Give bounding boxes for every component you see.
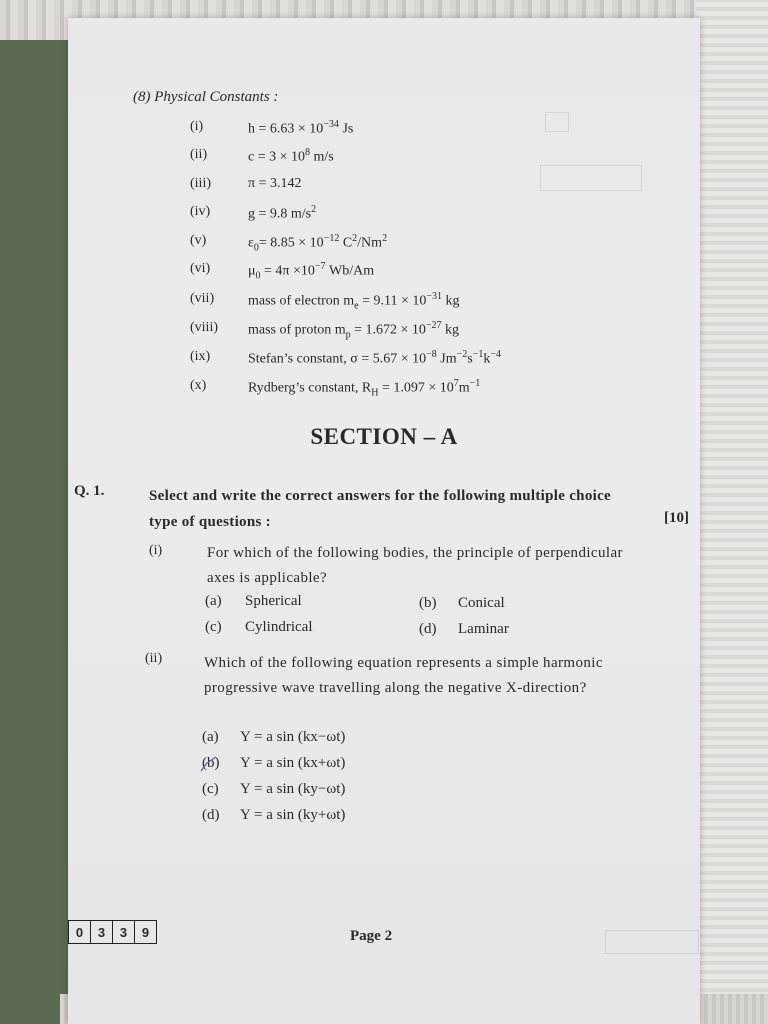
question-label: Q. 1. (74, 483, 105, 499)
option-key: (c) (202, 781, 219, 797)
constant-value-part: 0 (253, 242, 259, 254)
constant-value (248, 320, 459, 340)
constant-value-part: s (467, 351, 473, 367)
constant-value-part: Rydberg’s constant, R (248, 380, 372, 396)
physical-constants-heading: (8) Physical Constants : (133, 89, 279, 105)
constant-value-part: 7 (453, 378, 459, 389)
subquestion-number: (i) (149, 543, 163, 558)
option-text: Laminar (458, 621, 509, 637)
constant-value-part: h = 6.63 × 10 (248, 121, 324, 137)
constant-value-part: μ (248, 263, 256, 279)
constant-number: (ix) (190, 349, 211, 364)
constant-value (248, 119, 353, 138)
constant-value-part: k (483, 351, 491, 367)
option-text: Y = a sin (ky−ωt) (240, 781, 346, 797)
roll-digit: 3 (113, 921, 135, 943)
constant-value-part: = 9.11 × 10 (358, 293, 427, 309)
constant-value-part: = 1.672 × 10 (350, 322, 426, 338)
constant-value-part: π = 3.142 (248, 176, 302, 191)
option-text: Conical (458, 595, 505, 611)
constant-number: (i) (190, 119, 204, 134)
constant-value (248, 378, 480, 398)
bleed-through-mark (545, 112, 569, 132)
question-marks: [10] (664, 510, 689, 526)
constant-value-part: mass of proton m (248, 322, 346, 338)
constant-value-part: −31 (426, 291, 443, 302)
constant-number: (iv) (190, 204, 211, 219)
constant-value-part: m/s (310, 149, 334, 165)
section-title: SECTION – A (310, 424, 458, 449)
option-text: Y = a sin (kx+ωt) (240, 755, 346, 771)
option-key: (a) (205, 593, 222, 609)
option-key: (b) (202, 755, 220, 771)
subquestion-text: Which of the following equation represents a simple harmonic progressive wave travelling along the negative X-direction? (204, 655, 603, 696)
constant-number: (vi) (190, 261, 211, 276)
constant-value-part: −8 (426, 349, 437, 360)
constant-value-part: 0 (255, 270, 261, 282)
constant-value-part: C (339, 235, 353, 251)
constant-number: (viii) (190, 320, 218, 335)
constant-value-part: −27 (425, 320, 442, 331)
constant-value-part: −1 (469, 378, 481, 389)
constant-value-part: mass of electron m (248, 293, 355, 309)
constant-value-part: Stefan’s constant, σ = 5.67 × 10 (248, 351, 427, 367)
option-key: (d) (419, 621, 437, 637)
constant-value-part: 2 (311, 204, 317, 215)
option-text: Cylindrical (245, 619, 313, 635)
constant-value-part: /Nm (357, 235, 383, 251)
option-key: (c) (205, 619, 222, 635)
roll-digit: 0 (69, 921, 91, 943)
roll-number-box (68, 920, 157, 944)
constant-value-part: H (371, 387, 379, 399)
constant-value-part: p (345, 329, 351, 341)
constant-value-part: kg (441, 322, 460, 338)
constant-value (248, 147, 334, 166)
option-key: (a) (202, 729, 219, 745)
constant-value (248, 261, 374, 281)
subquestion-text: For which of the following bodies, the principle of perpendicular axes is applicable? (207, 545, 623, 586)
constant-value-part: 2 (352, 233, 358, 244)
page-number: Page 2 (350, 928, 393, 944)
option-text: Y = a sin (kx−ωt) (240, 729, 346, 745)
constant-value (248, 204, 316, 223)
constant-value-part: −7 (314, 261, 326, 272)
constant-value-part: Js (338, 121, 354, 137)
constant-value-part: −2 (456, 349, 468, 360)
constant-value (248, 176, 301, 192)
option-text: Y = a sin (ky+ωt) (240, 807, 346, 823)
bleed-through-mark (605, 930, 699, 954)
constant-value (248, 233, 387, 253)
pen-tick-mark (198, 755, 220, 777)
constant-value-part: = 8.85 × 10 (258, 235, 324, 251)
constant-value (248, 291, 460, 311)
constant-value-part: Jm (436, 351, 457, 367)
background-cloth-right (696, 0, 768, 1024)
question-text: Select and write the correct answers for the following multiple choice type of questions : (149, 488, 612, 530)
constant-number: (iii) (190, 176, 211, 191)
constant-value-part: ε (248, 235, 254, 251)
subquestion-number: (ii) (145, 651, 163, 666)
constant-value-part: 8 (305, 147, 311, 158)
constant-number: (x) (190, 378, 207, 393)
constant-value-part: −1 (472, 349, 484, 360)
constant-value-part: Wb/Am (325, 263, 375, 279)
constant-value-part: −34 (323, 119, 339, 130)
constant-number: (v) (190, 233, 207, 248)
constant-value-part: −12 (323, 233, 340, 244)
constant-number: (vii) (190, 291, 215, 306)
constant-value-part: −4 (490, 349, 501, 360)
constant-value-part: kg (442, 293, 460, 309)
constant-value-part: = 4π ×10 (260, 263, 315, 279)
option-text: Spherical (245, 593, 302, 609)
constant-value (248, 349, 501, 368)
constant-value-part: 2 (382, 233, 388, 244)
roll-digit: 9 (141, 924, 150, 940)
constant-value-part: = 1.097 × 10 (378, 380, 454, 396)
bleed-through-mark (540, 165, 642, 191)
constant-value-part: g = 9.8 m/s (248, 206, 312, 222)
roll-digit: 3 (91, 921, 113, 943)
constant-value-part: e (354, 300, 359, 312)
constant-value-part: m (458, 380, 470, 396)
constant-value-part: c = 3 × 10 (248, 149, 306, 165)
constant-number: (ii) (190, 147, 208, 162)
option-key: (d) (202, 807, 220, 823)
option-key: (b) (419, 595, 437, 611)
